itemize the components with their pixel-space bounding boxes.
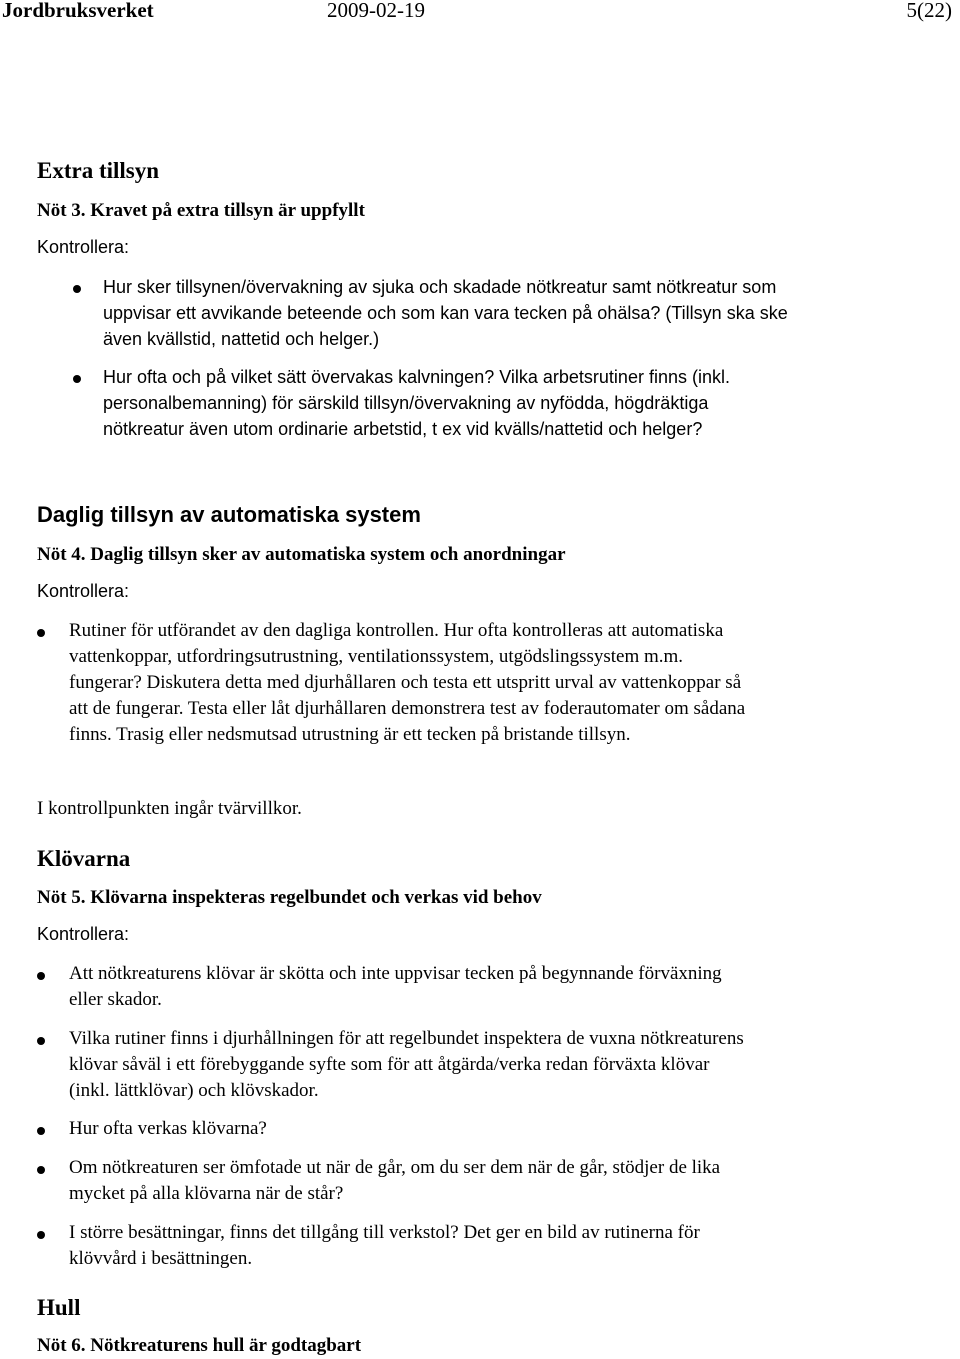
bullet-icon: [37, 1166, 45, 1174]
list-item-text: Om nötkreaturen ser ömfotade ut när de går, om du ser dem när de går, stödjer de lika mycket på alla klövarna när de står?: [69, 1157, 721, 1204]
section-title-daglig-tillsyn: Daglig tillsyn av automatiska system: [37, 502, 421, 527]
list-item-text: Rutiner för utförandet av den dagliga kontrollen. Hur ofta kontrolleras att automatiska vattenkoppar, utfordringsutrustning, ventilationssystem, utgödslingssystem m.m. fungerar? Diskutera detta med djurhållaren och testa ett utspritt urval av vattenkoppar så att de fungerar. Testa eller låt djurhållaren demonstrera test av foderautomater om sådana finns. Trasig eller nedsmutsad utrustning är ett tecken på bristande tillsyn.: [69, 620, 746, 745]
section-title-hull: Hull: [37, 1295, 81, 1320]
check-lead: Kontrollera:: [37, 237, 130, 257]
bullet-icon: [73, 285, 81, 293]
list-item-text: Hur sker tillsynen/övervakning av sjuka och skadade nötkreatur samt nötkreatur som uppvisar ett avvikande beteende och som kan vara tecken på ohälsa? (Tillsyn ska ske även kvällstid, nattetid och helger.): [103, 277, 788, 349]
check-lead: Kontrollera:: [37, 581, 130, 601]
list-item-text: Att nötkreaturens klövar är skötta och inte uppvisar tecken på begynnande förväxning eller skador.: [69, 963, 722, 1010]
bullet-icon: [37, 629, 45, 637]
bullet-icon: [37, 1231, 45, 1239]
check-lead: Kontrollera:: [37, 924, 130, 944]
section-title-extra-tillsyn: Extra tillsyn: [37, 158, 160, 183]
bullet-icon: [73, 375, 81, 383]
list-item-text: Vilka rutiner finns i djurhållningen för att regelbundet inspektera de vuxna nötkreaturens klövar såväl i ett förebyggande syfte som för att åtgärda/verka redan förväxta klövar (inkl. lättklövar) och klövskador.: [69, 1028, 744, 1101]
cross-compliance-note: I kontrollpunkten ingår tvärvillkor.: [37, 798, 302, 819]
list-item-text: I större besättningar, finns det tillgång till verkstol? Det ger en bild av rutinerna för klövvård i besättningen.: [69, 1222, 700, 1269]
header-date: 2009-02-19: [327, 0, 425, 22]
bullet-icon: [37, 1037, 45, 1045]
requirement-not-5: Nöt 5. Klövarna inspekteras regelbundet och verkas vid behov: [37, 887, 542, 908]
bullet-icon: [37, 972, 45, 980]
section-title-klovarna: Klövarna: [37, 846, 131, 871]
page-header: [0, 0, 960, 24]
bullet-icon: [37, 1127, 45, 1135]
header-organization: Jordbruksverket: [2, 0, 154, 22]
requirement-not-4: Nöt 4. Daglig tillsyn sker av automatiska system och anordningar: [37, 544, 566, 565]
list-item-text: Hur ofta verkas klövarna?: [69, 1118, 267, 1139]
header-page-number: 5(22): [906, 0, 952, 22]
requirement-not-3: Nöt 3. Kravet på extra tillsyn är uppfyllt: [37, 200, 365, 221]
requirement-not-6: Nöt 6. Nötkreaturens hull är godtagbart: [37, 1335, 362, 1356]
list-item-text: Hur ofta och på vilket sätt övervakas kalvningen? Vilka arbetsrutiner finns (inkl. personalbemanning) för särskild tillsyn/övervakning av nyfödda, högdräktiga nötkreatur även utom ordinarie arbetstid, t ex vid kvälls/nattetid och helger?: [103, 367, 730, 439]
